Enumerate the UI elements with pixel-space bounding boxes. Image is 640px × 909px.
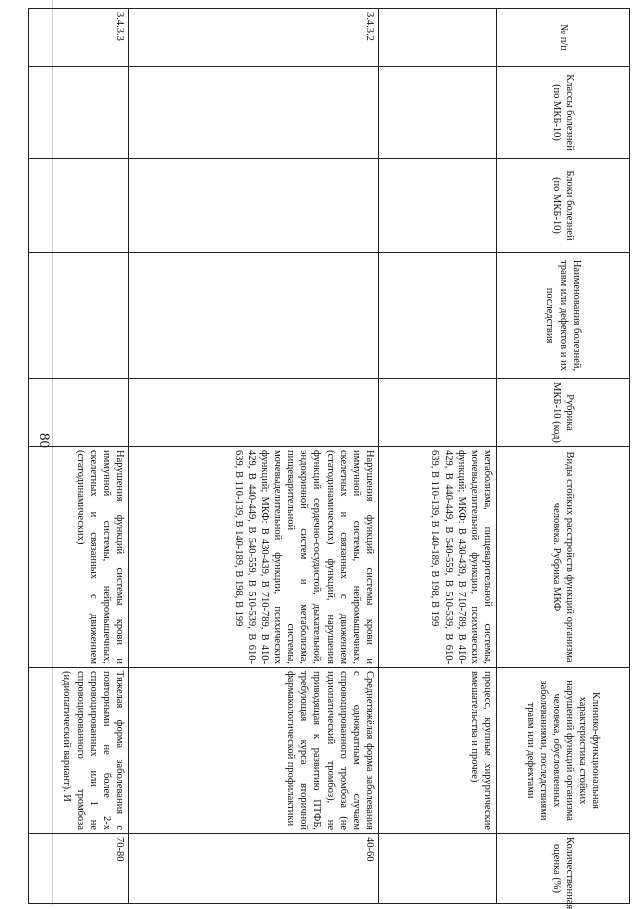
cell-characteristics: процесс, крупные хирургические вмешательства и прочее) bbox=[379, 668, 497, 834]
cell-num bbox=[379, 9, 497, 67]
table-header-row bbox=[497, 9, 630, 904]
table-row bbox=[29, 9, 129, 904]
cell-classes bbox=[129, 67, 379, 159]
header-classes: Классы болезней (по МКБ-10) bbox=[497, 67, 630, 159]
cell-name bbox=[129, 253, 379, 379]
header-characteristics: Клинико-функциональная характеристика стойких нарушений функций организма человека, обусловленных заболеваниями, последствиями травм или дефектами bbox=[497, 668, 630, 834]
table-row bbox=[379, 9, 497, 904]
cell-blocks bbox=[29, 159, 129, 253]
header-num: № п/п bbox=[497, 9, 630, 67]
header-code: Рубрика МКБ-10 (код) bbox=[497, 379, 630, 447]
cell-num: 3.4.3.2 bbox=[129, 9, 379, 67]
header-name: Наименования болезней, травм или дефектов и их последствия bbox=[497, 253, 630, 379]
cell-percent bbox=[379, 834, 497, 904]
cell-disorders: Нарушения функций системы крови и иммунной системы, нейромышечных, скелетных и связанных с движением (статодинамических) функций, нарушения функций сердечно-сосудистой, дыхательной, эндокринной систем и метаболизма, пищеварительной системы, мочевыделительной функции, психических функций; МКФ: B 430-439, B 710-789, B 410-429, B 440-449, B 540-559, B 510-539, B 610-639, B 110-139, B 140-189, B 198, B 199 bbox=[129, 447, 379, 668]
cell-num: 3.4.3.3 bbox=[29, 9, 129, 67]
cell-characteristics: Среднетяжёлая форма заболевания с однократным случаем спровоцированного тромбоза (не идиопатический тромбоз), не приводящая к развитию ПТФБ, требующая курса вторичной фармакологической профилактики bbox=[129, 668, 379, 834]
page-number: 80 bbox=[36, 433, 52, 448]
cell-code bbox=[129, 379, 379, 447]
cell-percent: 70-80 bbox=[29, 834, 129, 904]
cell-disorders: метаболизма, пищеварительной системы, мочевыделительной функции, психических функций; МКФ: B 430-439, B 710-789, B 410-429, B 440-449, B 540-559, B 510-539, B 610-639, B 110-139, B 140-189, B 198, B 199 bbox=[379, 447, 497, 668]
header-percent: Количественная оценка (%) bbox=[497, 834, 630, 904]
cell-code bbox=[379, 379, 497, 447]
cell-code bbox=[29, 379, 129, 447]
header-blocks: Блоки болезней (по МКБ-10) bbox=[497, 159, 630, 253]
cell-disorders: Нарушения функций системы крови и иммунной системы, нейромышечных, скелетных и связанных с движением (статодинамических) bbox=[29, 447, 129, 668]
cell-name bbox=[379, 253, 497, 379]
header-disorders: Виды стойких расстройств функций организма человека. Рубрика МКФ bbox=[497, 447, 630, 668]
table-row bbox=[129, 9, 379, 904]
disability-criteria-table bbox=[28, 8, 630, 909]
cell-classes bbox=[29, 67, 129, 159]
cell-characteristics: Тяжелая форма заболевания с повторными не более 2-х спровоцированных или 1 не спровоцированного тромбоза (идиопатический вариант). И bbox=[29, 668, 129, 834]
cell-blocks bbox=[129, 159, 379, 253]
cell-blocks bbox=[379, 159, 497, 253]
cell-classes bbox=[379, 67, 497, 159]
document-sheet bbox=[10, 8, 630, 909]
cell-name bbox=[29, 253, 129, 379]
cell-percent: 40-60 bbox=[129, 834, 379, 904]
